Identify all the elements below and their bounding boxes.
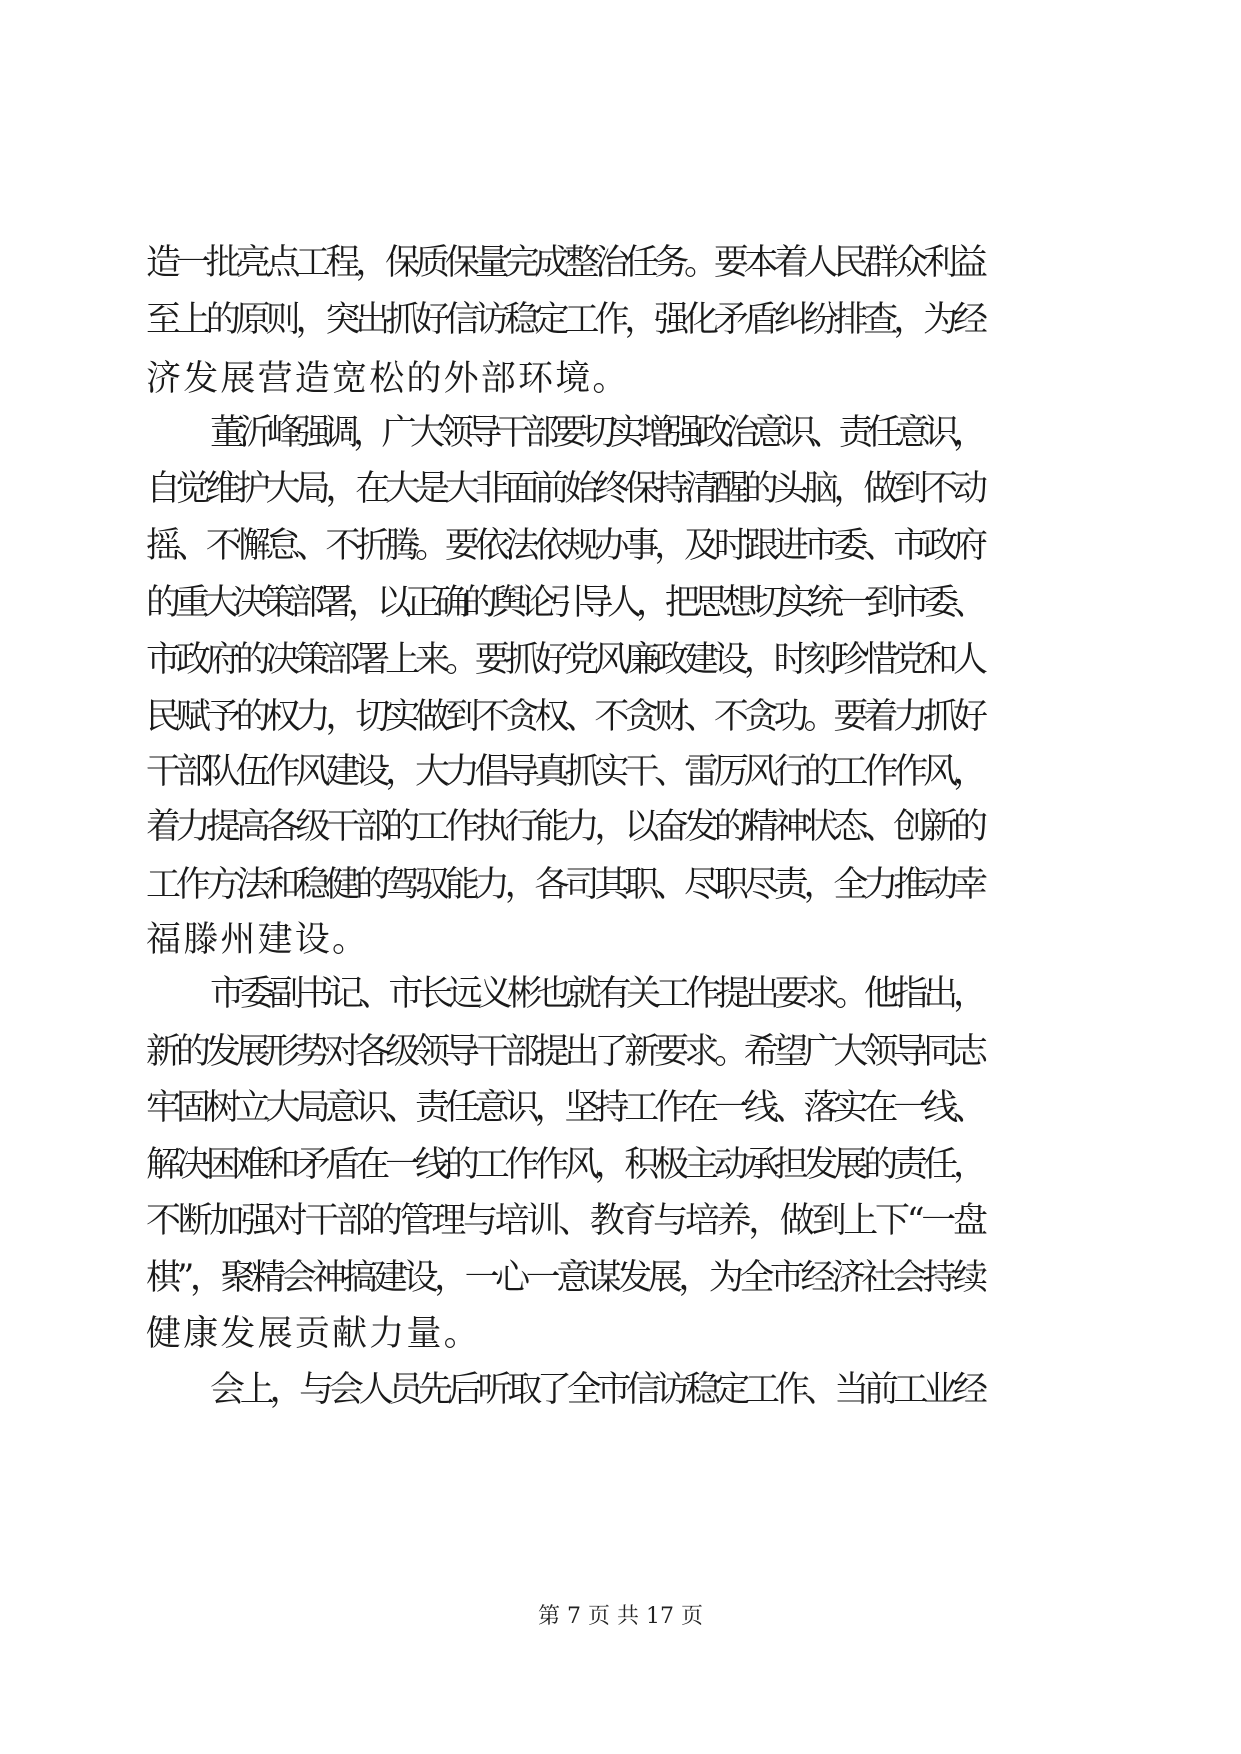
- text-line-content: 至上的原则，突出抓好信访稳定工作，强化矛盾纠纷排查，为经: [146, 300, 983, 340]
- text-line-content: 的重大决策部署，以正确的舆论引导人，把思想切实统一到市委、: [146, 583, 982, 623]
- text-line-content: 工作方法和稳健的驾驭能力，各司其职、尽职尽责，全力推动幸: [146, 865, 983, 905]
- text-line: [0, 687, 1241, 747]
- text-line-content: 干部队伍作风建设，大力倡导真抓实干、雷厉风行的工作作风，: [146, 752, 983, 792]
- text-line-content: 董沂峰强调，广大领导干部要切实增强政治意识、责任意识，: [210, 413, 982, 453]
- text-line-content: 棋”，聚精会神搞建设，一心一意谋发展，为全市经济社会持续: [146, 1258, 984, 1298]
- text-line: [0, 349, 1241, 409]
- text-line-content: 健康发展贡献力量。: [146, 1314, 481, 1354]
- text-line: [0, 630, 1241, 690]
- text-line-content: 会上，与会人员先后听取了全市信访稳定工作、当前工业经: [210, 1370, 983, 1410]
- text-line-content: 摇、不懈怠、不折腾。要依法依规办事，及时跟进市委、市政府: [146, 526, 983, 566]
- text-line: [0, 1191, 1241, 1251]
- text-line-content: 解决困难和矛盾在一线的工作作风，积极主动承担发展的责任，: [146, 1145, 983, 1185]
- text-line-content: 牢固树立大局意识、责任意识，坚持工作在一线、落实在一线、: [146, 1088, 983, 1128]
- text-line: [0, 1135, 1241, 1195]
- text-line-content: 不断加强对干部的管理与培训、教育与培养，做到上下“一盘: [146, 1201, 985, 1241]
- text-line: [0, 1304, 1241, 1364]
- text-line: [0, 516, 1241, 576]
- text-line: [0, 459, 1241, 519]
- text-line: [0, 855, 1241, 915]
- text-line: [0, 1078, 1241, 1138]
- text-line: [0, 1360, 1241, 1420]
- text-line: [0, 910, 1241, 970]
- text-line-content: 市政府的决策部署上来。要抓好党风廉政建设，时刻珍惜党和人: [146, 640, 983, 680]
- text-line-content: 新的发展形势对各级领导干部提出了新要求。希望广大领导同志: [146, 1032, 983, 1072]
- text-line: [0, 403, 1241, 463]
- page-footer: 第 7 页 共 17 页: [538, 1604, 703, 1629]
- text-line-content: 自觉维护大局，在大是大非面前始终保持清醒的头脑，做到不动: [146, 469, 983, 509]
- text-line: [0, 1022, 1241, 1082]
- text-line-content: 着力提高各级干部的工作执行能力，以奋发的精神状态、创新的: [146, 807, 983, 847]
- text-line: [0, 1248, 1241, 1308]
- text-line: [0, 797, 1241, 857]
- text-line-content: 民赋予的权力，切实做到不贪权、不贪财、不贪功。要着力抓好: [146, 697, 983, 737]
- text-line-content: 福滕州建设。: [146, 920, 370, 960]
- text-line-content: 造一批亮点工程，保质保量完成整治任务。要本着人民群众利益: [146, 243, 983, 283]
- text-line: [0, 233, 1241, 293]
- text-line-content: 市委副书记、市长远义彬也就有关工作提出要求。他指出，: [210, 974, 983, 1014]
- text-line-content: 济发展营造宽松的外部环境。: [146, 359, 630, 399]
- text-line: [0, 573, 1241, 633]
- text-line: [0, 290, 1241, 350]
- text-line: [0, 742, 1241, 802]
- text-line: [0, 964, 1241, 1024]
